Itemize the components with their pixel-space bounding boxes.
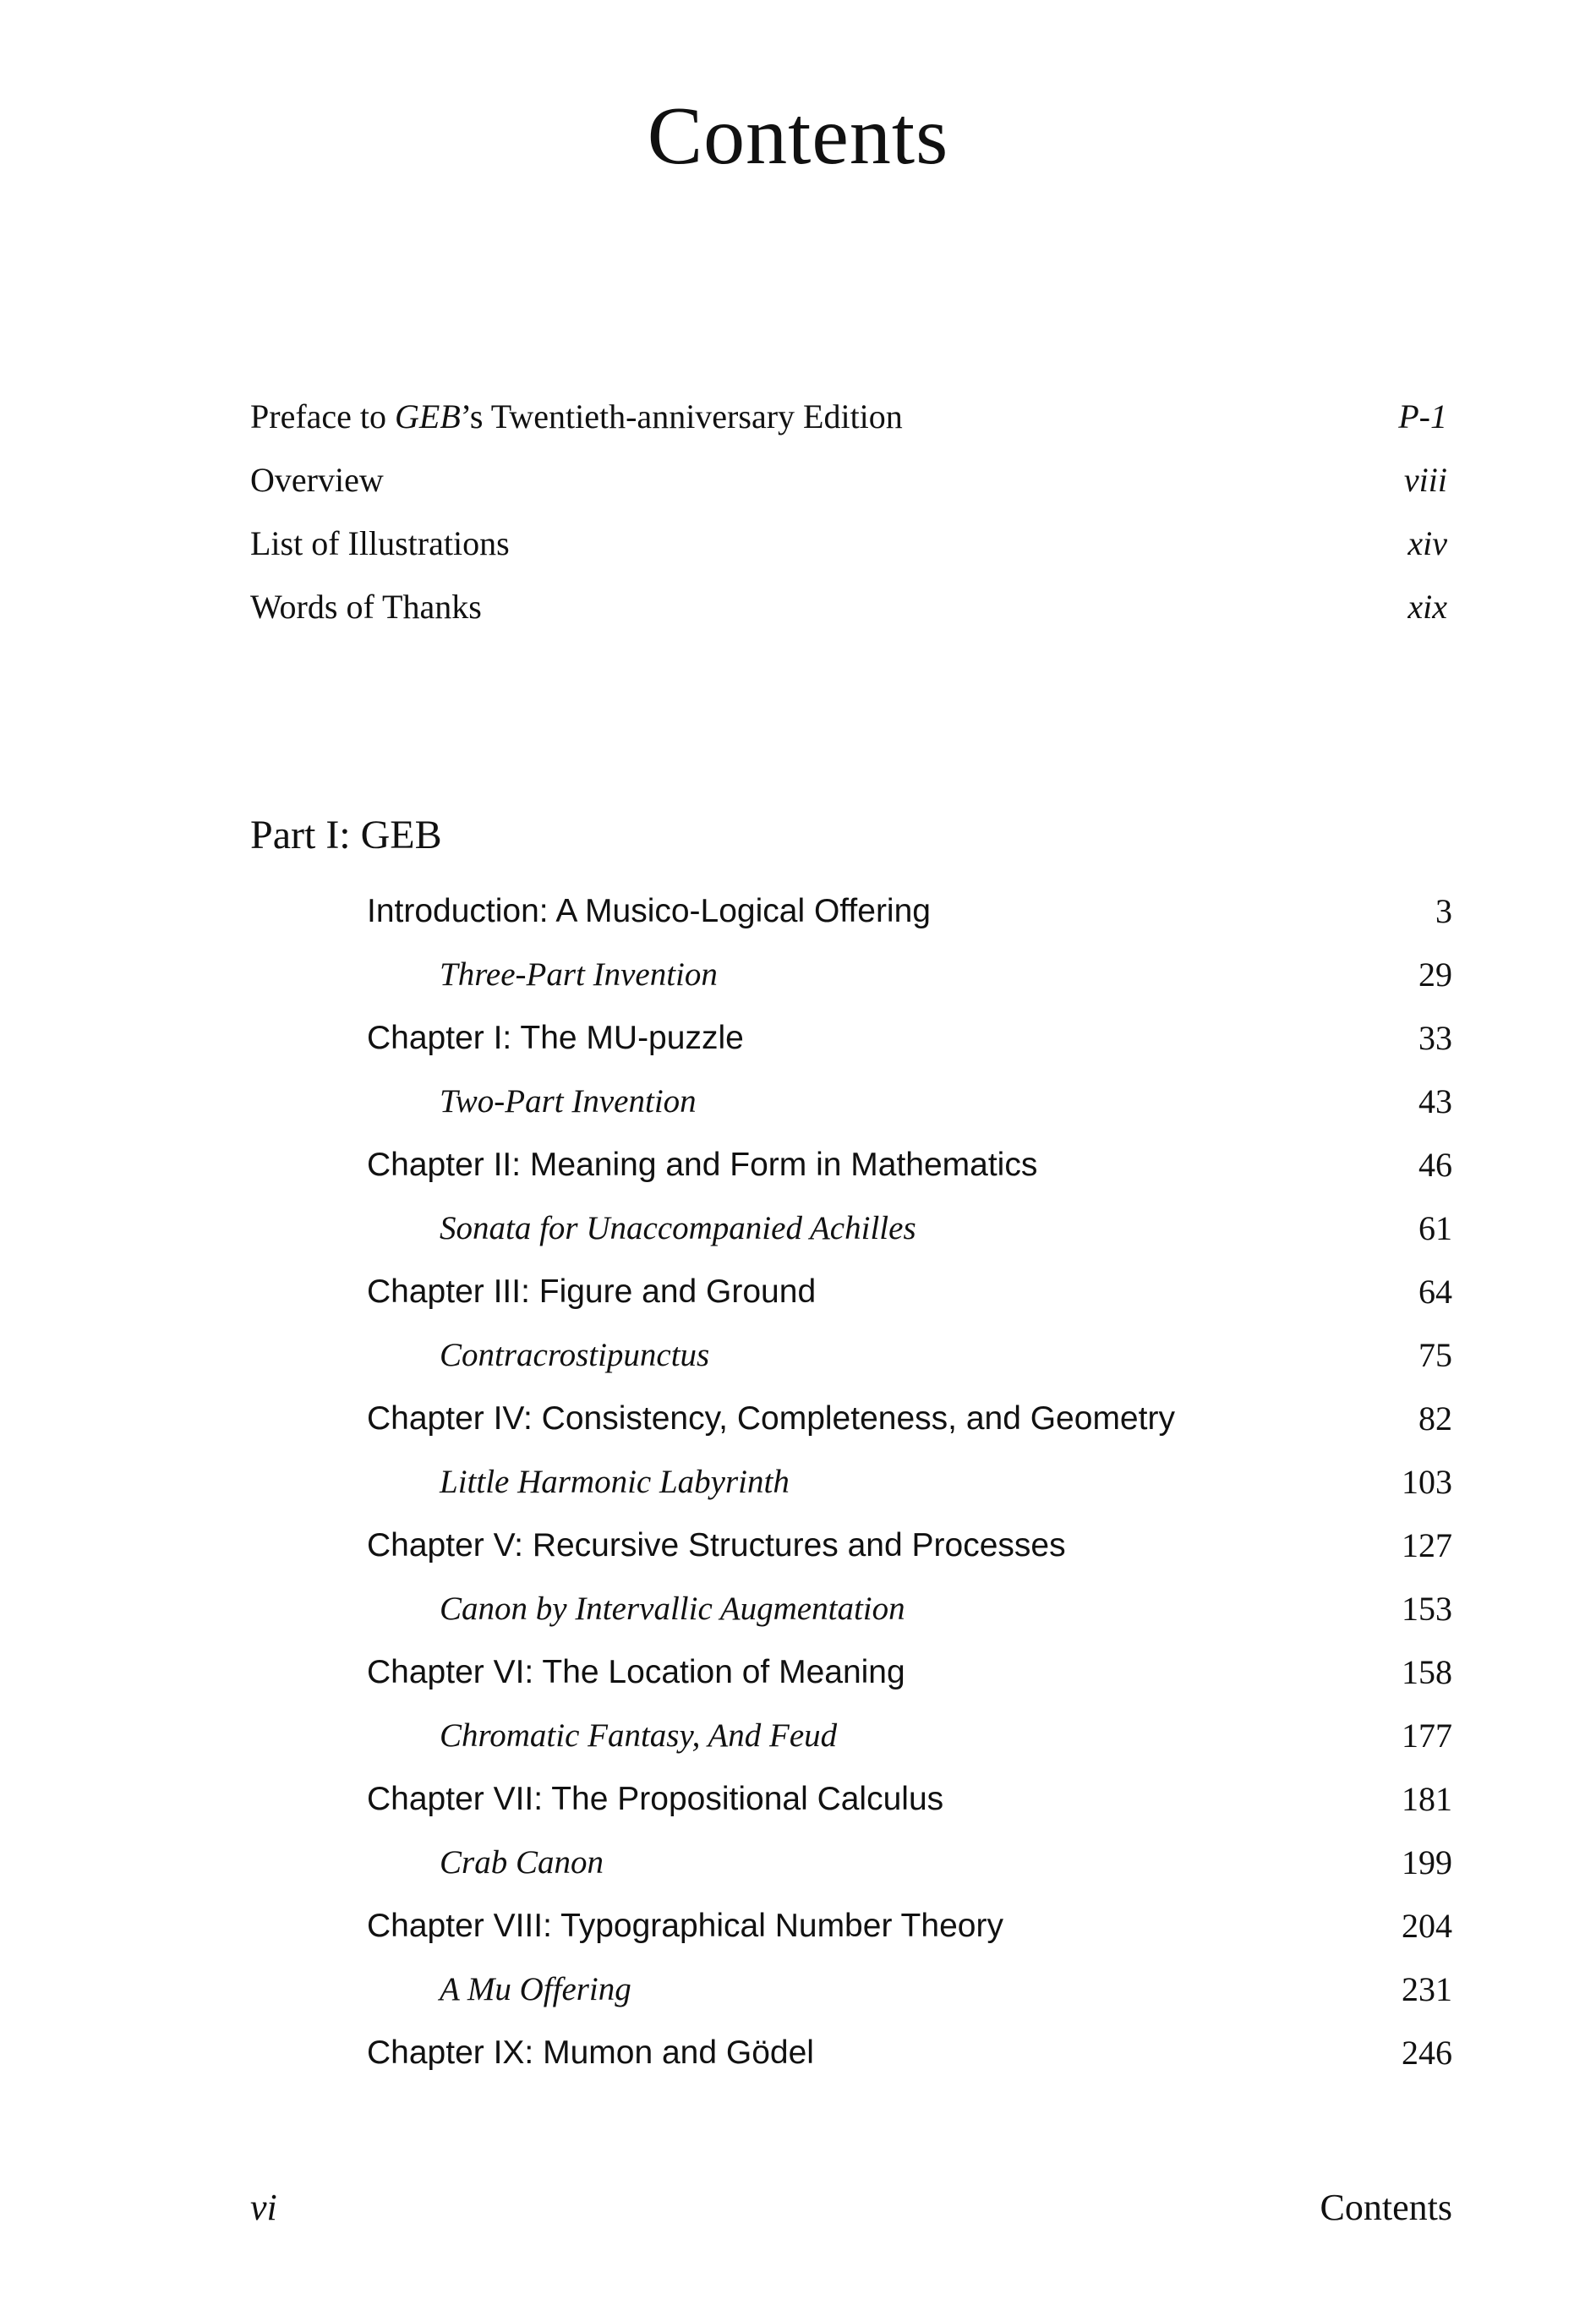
chapter-entry	[0, 1767, 1596, 1831]
dialogue-entry	[0, 1958, 1596, 2021]
dialogue-entry	[0, 1070, 1596, 1133]
chapter-title: Chapter VII: The Propositional Calculus	[367, 1781, 944, 1817]
entry-page-number: 29	[1418, 956, 1452, 994]
chapter-title: Chapter II: Meaning and Form in Mathematics	[367, 1147, 1038, 1183]
chapter-title: Chapter III: Figure and Ground	[367, 1273, 817, 1310]
chapter-entry	[0, 879, 1596, 943]
front-matter-title	[250, 512, 510, 575]
entry-page-number: 3	[1435, 892, 1452, 930]
front-matter-row	[250, 512, 1447, 575]
title-text: Overview	[250, 461, 384, 499]
chapter-title: Chapter I: The MU-puzzle	[367, 1020, 744, 1056]
chapter-title: Chapter VI: The Location of Meaning	[367, 1654, 905, 1690]
entry-page-number: 204	[1402, 1907, 1452, 1945]
chapter-title: Introduction: A Musico-Logical Offering	[367, 893, 931, 929]
chapter-entry	[0, 1514, 1596, 1577]
title-text: Words of Thanks	[250, 588, 482, 626]
chapter-entry	[0, 1133, 1596, 1197]
chapter-title: Chapter V: Recursive Structures and Processes	[367, 1527, 1066, 1563]
entry-page-number: 158	[1402, 1653, 1452, 1691]
dialogue-title: Little Harmonic Labyrinth	[440, 1464, 790, 1500]
front-matter-page: xiv	[1407, 524, 1447, 562]
front-matter-list	[250, 385, 1447, 638]
dialogue-title: Three-Part Invention	[440, 956, 718, 993]
front-matter-title	[250, 575, 482, 638]
chapter-entry	[0, 1894, 1596, 1958]
dialogue-entry	[0, 1323, 1596, 1387]
dialogue-title: A Mu Offering	[440, 1971, 631, 2007]
entry-page-number: 181	[1402, 1780, 1452, 1818]
entry-page-number: 231	[1402, 1970, 1452, 2008]
entry-page-number: 153	[1402, 1590, 1452, 1628]
front-matter-page: viii	[1403, 461, 1447, 499]
footer-page-number: vi	[250, 2187, 277, 2228]
front-matter-title	[250, 385, 903, 448]
dialogue-title: Sonata for Unaccompanied Achilles	[440, 1210, 916, 1246]
chapter-entry	[0, 1260, 1596, 1323]
part-heading: Part I: GEB	[250, 813, 442, 857]
entry-page-number: 127	[1402, 1526, 1452, 1564]
title-text: Preface to	[250, 397, 396, 435]
dialogue-title: Contracrostipunctus	[440, 1337, 710, 1373]
chapter-title: Chapter VIII: Typographical Number Theory	[367, 1908, 1003, 1944]
entry-page-number: 75	[1418, 1336, 1452, 1374]
entry-page-number: 177	[1402, 1717, 1452, 1755]
entry-page-number: 199	[1402, 1843, 1452, 1881]
dialogue-entry	[0, 943, 1596, 1006]
title-text: List of Illustrations	[250, 524, 510, 562]
front-matter-title	[250, 448, 384, 512]
front-matter-row	[250, 575, 1447, 638]
dialogue-title: Crab Canon	[440, 1844, 604, 1881]
chapter-entry	[0, 1640, 1596, 1704]
chapter-entry	[0, 1006, 1596, 1070]
entry-page-number: 61	[1418, 1209, 1452, 1247]
page-title: Contents	[647, 90, 949, 182]
front-matter-row	[250, 448, 1447, 512]
chapter-list	[0, 879, 1596, 2084]
dialogue-title: Chromatic Fantasy, And Feud	[440, 1717, 838, 1754]
front-matter-row	[250, 385, 1447, 448]
dialogue-entry	[0, 1577, 1596, 1640]
dialogue-entry	[0, 1197, 1596, 1260]
entry-page-number: 43	[1418, 1082, 1452, 1120]
entry-page-number: 103	[1402, 1463, 1452, 1501]
chapter-entry	[0, 2021, 1596, 2084]
dialogue-entry	[0, 1831, 1596, 1894]
front-matter-page: P-1	[1398, 397, 1447, 435]
chapter-entry	[0, 1387, 1596, 1450]
footer-running-title: Contents	[1320, 2187, 1452, 2228]
dialogue-entry	[0, 1704, 1596, 1767]
chapter-title: Chapter IV: Consistency, Completeness, and Geometry	[367, 1400, 1175, 1437]
entry-page-number: 82	[1418, 1399, 1452, 1438]
entry-page-number: 46	[1418, 1146, 1452, 1184]
front-matter-page: xix	[1407, 588, 1447, 626]
chapter-title: Chapter IX: Mumon and Gödel	[367, 2034, 814, 2071]
dialogue-title: Two-Part Invention	[440, 1083, 697, 1120]
dialogue-entry	[0, 1450, 1596, 1514]
entry-page-number: 246	[1402, 2034, 1452, 2072]
title-text: ’s Twentieth-anniversary Edition	[460, 397, 903, 435]
entry-page-number: 64	[1418, 1273, 1452, 1311]
title-italic-text: GEB	[395, 397, 461, 435]
dialogue-title: Canon by Intervallic Augmentation	[440, 1591, 905, 1627]
entry-page-number: 33	[1418, 1019, 1452, 1057]
